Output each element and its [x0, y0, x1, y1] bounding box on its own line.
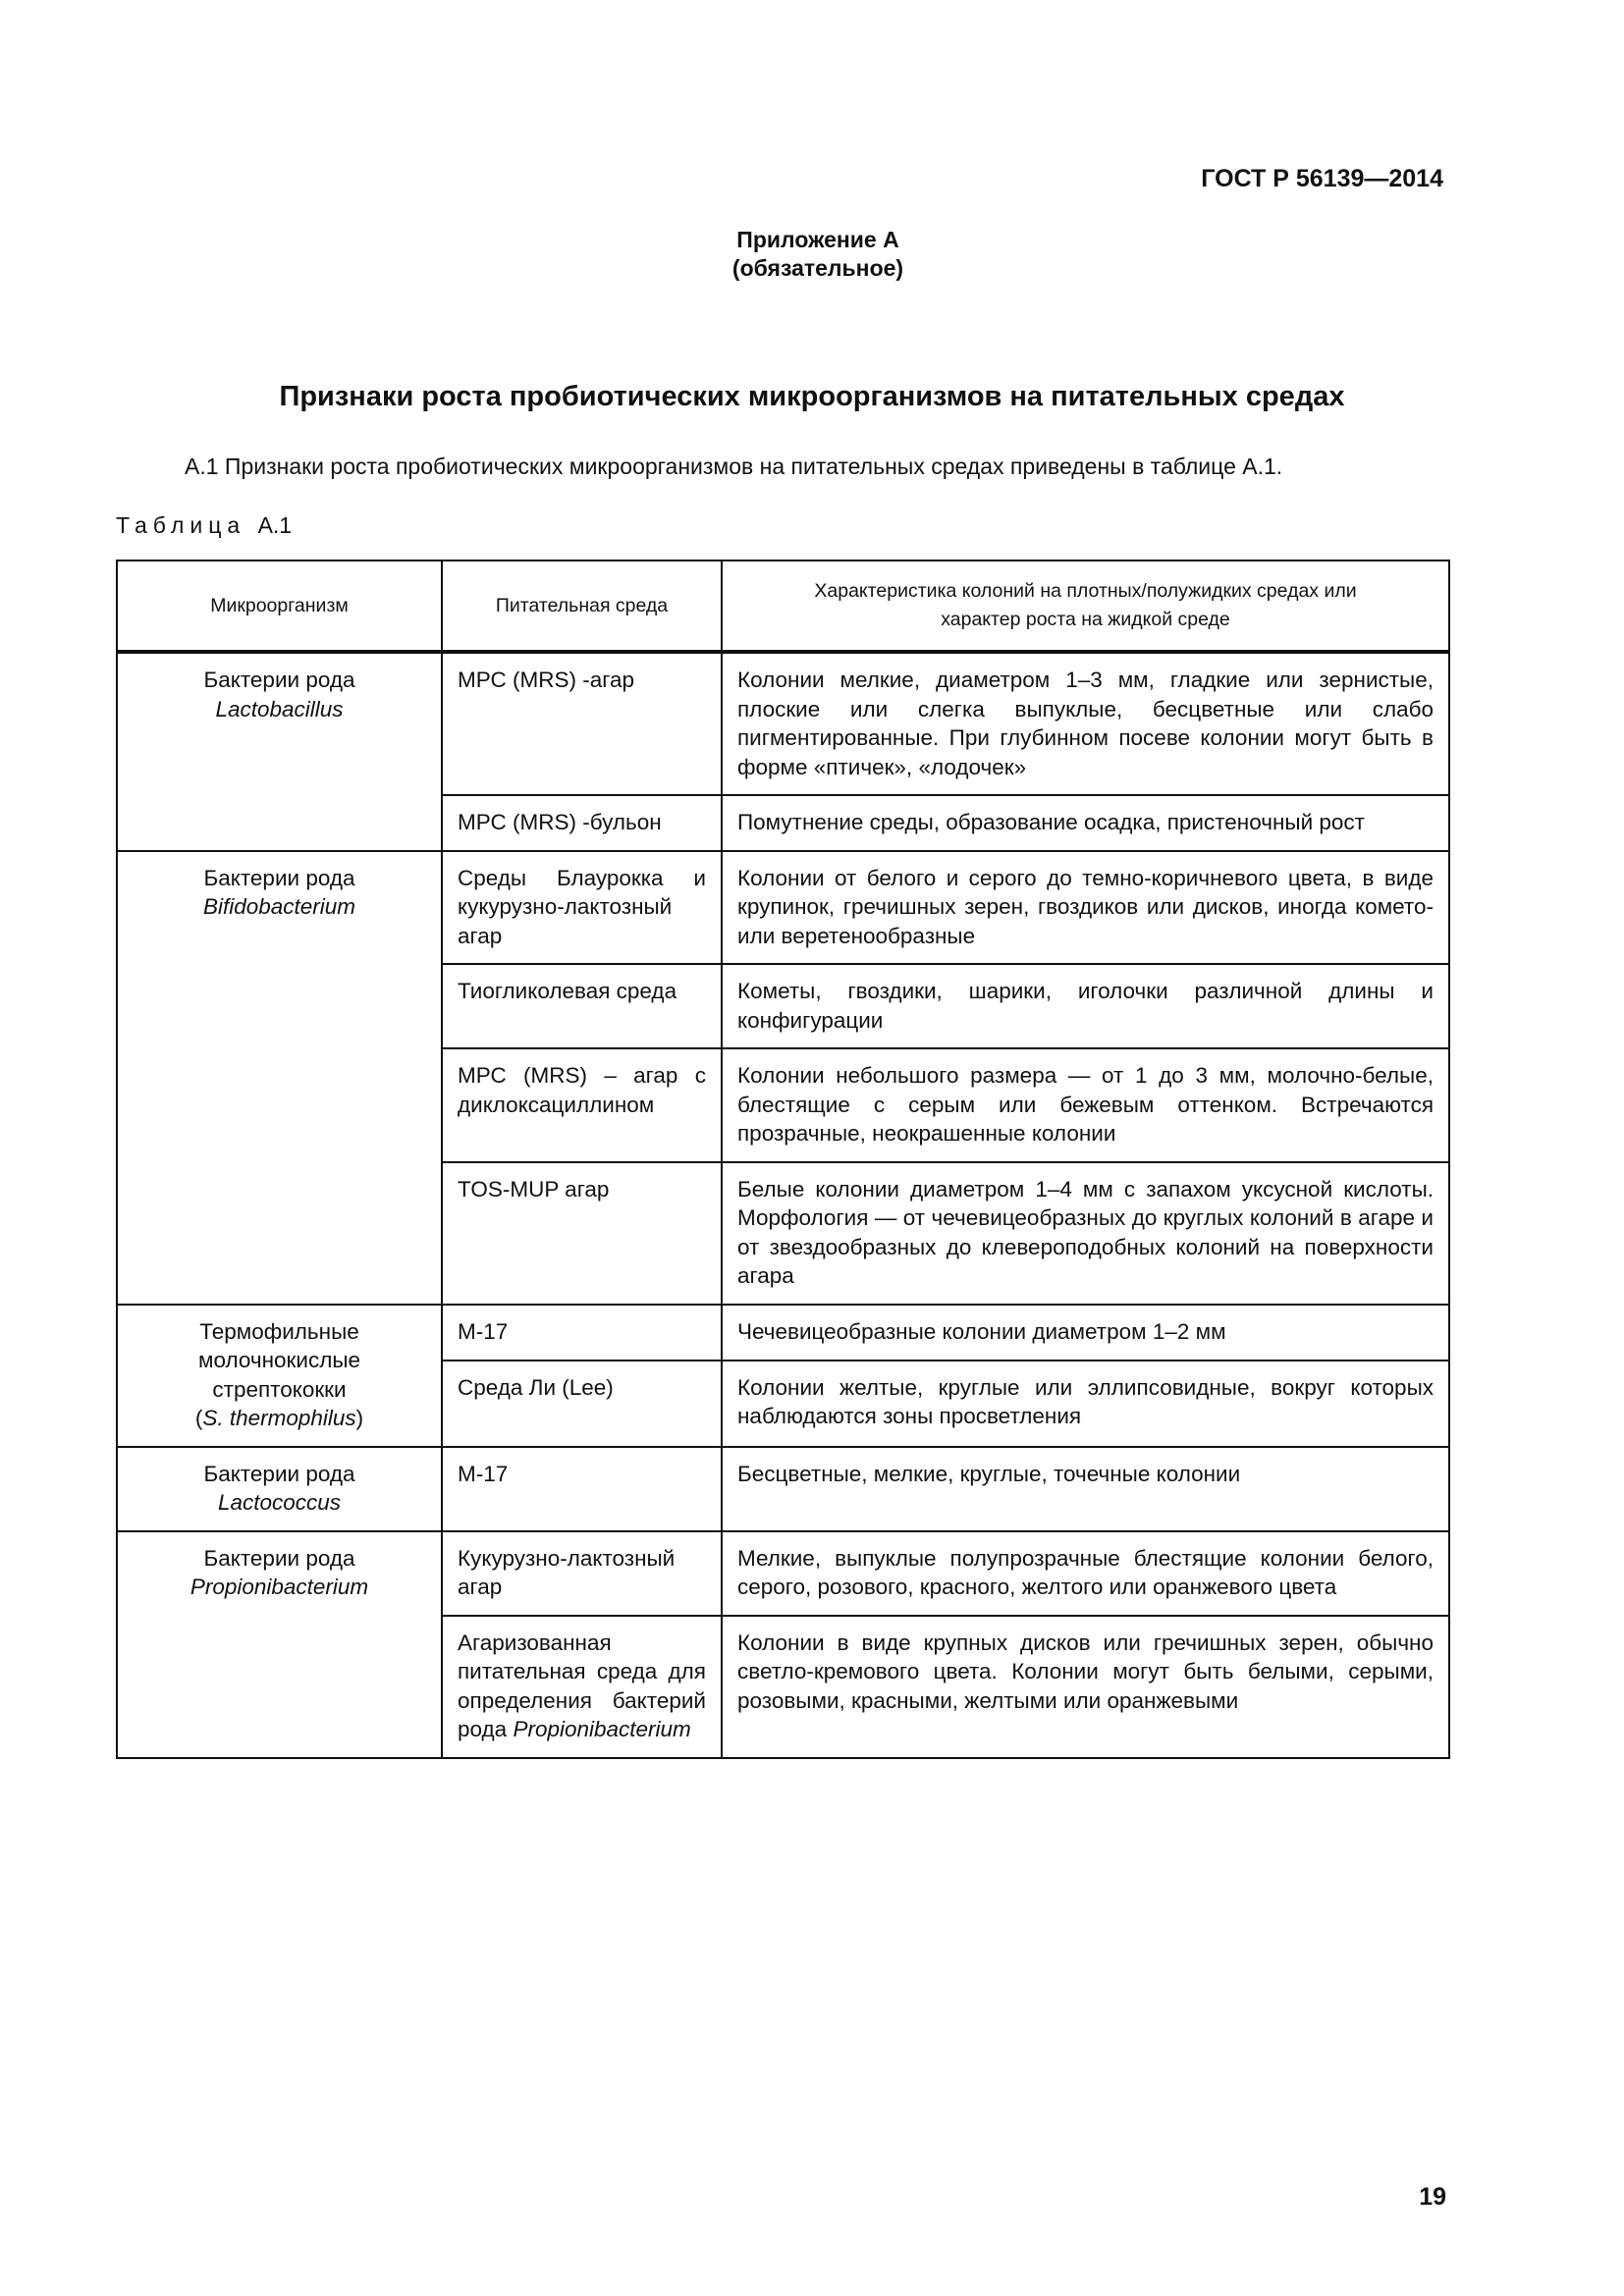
organism-cell	[117, 652, 442, 851]
organism-latin-suffix: )	[355, 1406, 364, 1430]
organism-latin-prefix: (	[194, 1406, 203, 1430]
column-header-medium: Питательная среда	[442, 561, 722, 652]
organism-name: Бактерии рода	[203, 1461, 355, 1486]
description-cell: Колонии мелкие, диаметром 1–3 мм, гладкие или зернистые, плоские или слегка выпуклые, бесцветные или слабо пигментированные. При глубинном посеве колонии могут быть в форме «птичек», «лодочек»	[722, 652, 1449, 795]
organism-name: Бактерии рода	[203, 865, 355, 890]
medium-cell: Среды Блаурокка и кукурузно-лактозный агар	[442, 851, 722, 965]
organism-name: Бактерии рода	[203, 1545, 355, 1571]
organism-cell	[117, 851, 442, 1305]
organism-latin: S. thermophilus	[202, 1406, 356, 1430]
medium-cell: МРС (MRS) -бульон	[442, 795, 722, 851]
organism-name: Бактерии рода	[203, 667, 355, 692]
organism-latin: Bifidobacterium	[202, 894, 356, 919]
description-cell: Кометы, гвоздики, шарики, иголочки различной длины и конфигурации	[722, 964, 1449, 1048]
description-cell: Колонии в виде крупных дисков или гречишных зерен, обычно светло-кремового цвета. Колонии могут быть белыми, серыми, розовыми, красными, желтыми или оранжевыми	[722, 1616, 1449, 1758]
annex-title: Приложение А	[736, 227, 899, 252]
description-cell: Помутнение среды, образование осадка, пристеночный рост	[722, 795, 1449, 851]
medium-cell: TOS-MUP агар	[442, 1162, 722, 1305]
medium-latin: Propionibacterium	[513, 1717, 691, 1741]
description-cell: Колонии от белого и серого до темно-коричневого цвета, в виде крупинок, гречишных зерен, гвоздиков или дисков, иногда комето- или веретенообразные	[722, 851, 1449, 965]
description-cell: Колонии небольшого размера — от 1 до 3 мм, молочно-белые, блестящие с серым или бежевым оттенком. Встречаются прозрачные, неокрашенные колонии	[722, 1048, 1449, 1162]
section-heading: Признаки роста пробиотических микроорганизмов на питательных средах	[279, 381, 1345, 412]
table-row	[117, 851, 1449, 965]
medium-cell: Среда Ли (Lee)	[442, 1361, 722, 1447]
organism-cell	[117, 1447, 442, 1531]
organism-latin: Lactococcus	[217, 1490, 342, 1515]
table-row	[117, 1447, 1449, 1531]
table-caption	[116, 512, 292, 539]
column-header-characteristics: Характеристика колоний на плотных/полужидких средах или характер роста на жидкой среде	[722, 561, 1449, 652]
medium-cell: М-17	[442, 1447, 722, 1531]
intro-paragraph: А.1 Признаки роста пробиотических микроорганизмов на питательных средах приведены в таблице А.1.	[185, 454, 1283, 479]
description-cell: Чечевицеобразные колонии диаметром 1–2 мм	[722, 1305, 1449, 1361]
description-cell: Бесцветные, мелкие, круглые, точечные колонии	[722, 1447, 1449, 1531]
table-caption-number: А.1	[257, 512, 293, 538]
description-cell: Белые колонии диаметром 1–4 мм с запахом уксусной кислоты. Морфология — от чечевицеобразных до круглых колоний в агаре и от звездообразных до клевероподобных колоний на поверхности агара	[722, 1162, 1449, 1305]
organism-latin: Propionibacterium	[189, 1575, 369, 1599]
table-row	[117, 1531, 1449, 1616]
medium-cell: МРС (MRS) -агар	[442, 652, 722, 795]
medium-cell: Кукурузно-лактозный агар	[442, 1531, 722, 1616]
organism-cell	[117, 1531, 442, 1758]
medium-cell: МРС (MRS) – агар с диклоксациллином	[442, 1048, 722, 1162]
table-caption-word: Таблица	[116, 512, 246, 538]
table-row	[117, 652, 1449, 795]
standard-designation: ГОСТ Р 56139—2014	[1201, 165, 1443, 192]
organism-name: Термофильные молочнокислые стрептококки	[197, 1318, 361, 1402]
medium-cell: М-17	[442, 1305, 722, 1361]
annex-status: (обязательное)	[731, 255, 904, 281]
table-header-row	[117, 561, 1449, 652]
annex-heading	[0, 226, 1624, 283]
growth-table	[116, 560, 1450, 1759]
medium-text: Агаризованная питательная среда для определения бактерий рода	[458, 1629, 706, 1741]
organism-latin: Lactobacillus	[215, 696, 344, 721]
table-row	[117, 1305, 1449, 1361]
organism-cell	[117, 1305, 442, 1447]
page-number: 19	[1419, 2183, 1446, 2211]
column-header-organism: Микроорганизм	[117, 561, 442, 652]
description-cell: Колонии желтые, круглые или эллипсовидные, вокруг которых наблюдаются зоны просветления	[722, 1361, 1449, 1447]
medium-cell	[442, 1616, 722, 1758]
medium-cell: Тиогликолевая среда	[442, 964, 722, 1048]
description-cell: Мелкие, выпуклые полупрозрачные блестящие колонии белого, серого, розового, красного, желтого или оранжевого цвета	[722, 1531, 1449, 1616]
